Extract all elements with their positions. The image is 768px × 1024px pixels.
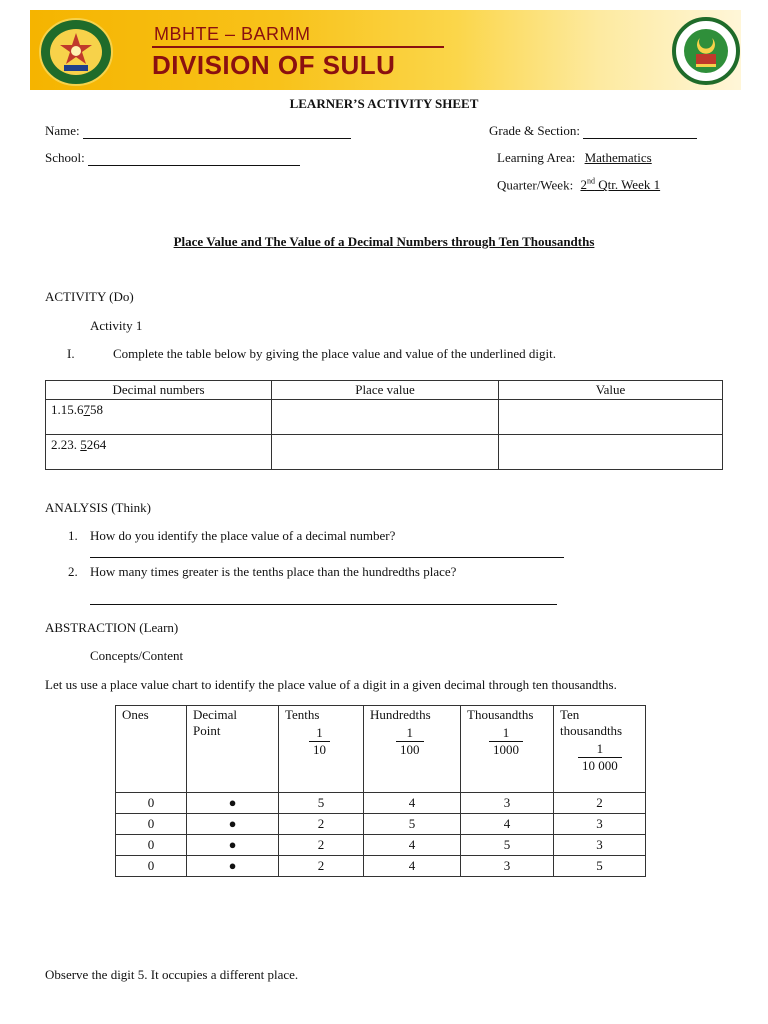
table-row bbox=[46, 435, 723, 470]
table-row bbox=[116, 814, 646, 835]
quarter-label: Quarter/Week: bbox=[497, 177, 574, 193]
cell: 5 bbox=[554, 856, 646, 877]
grade-label: Grade & Section: bbox=[489, 123, 580, 138]
ministry-seal-logo bbox=[36, 17, 116, 87]
place-value-chart bbox=[115, 705, 646, 877]
activity-roman: I. bbox=[67, 346, 75, 361]
activity-sub: Activity 1 bbox=[90, 318, 143, 333]
cell: 2 bbox=[279, 835, 364, 856]
value-answer[interactable] bbox=[499, 400, 723, 435]
header-ten-thousandths: Ten thousandths $\frac{1}{10 000}$ bbox=[554, 706, 646, 793]
cell: ● bbox=[187, 793, 279, 814]
q2-number: 2. bbox=[68, 564, 78, 579]
analysis-heading: ANALYSIS (Think) bbox=[45, 500, 151, 515]
learning-area-value: Mathematics bbox=[584, 150, 652, 165]
table-row bbox=[116, 835, 646, 856]
school-blank[interactable] bbox=[88, 165, 300, 166]
table-row bbox=[116, 856, 646, 877]
cell: 4 bbox=[364, 856, 461, 877]
header-value: Value bbox=[499, 381, 723, 400]
header-place-value: Place value bbox=[272, 381, 499, 400]
grade-field bbox=[489, 123, 697, 139]
division-seal-logo bbox=[670, 16, 742, 86]
cell: 3 bbox=[554, 835, 646, 856]
name-blank[interactable] bbox=[83, 138, 351, 139]
header-thousandths: Thousandths $\frac{1}{1000}$ bbox=[461, 706, 554, 793]
cell: 2 bbox=[279, 814, 364, 835]
learning-area-field bbox=[497, 150, 658, 166]
abstraction-heading: ABSTRACTION (Learn) bbox=[45, 620, 179, 635]
header-decimal: Decimal numbers bbox=[46, 381, 272, 400]
grade-blank[interactable] bbox=[583, 138, 697, 139]
decimal-cell: 1.15.6758 bbox=[46, 400, 272, 435]
cell: 0 bbox=[116, 814, 187, 835]
place-value-answer[interactable] bbox=[272, 435, 499, 470]
lesson-title: Place Value and The Value of a Decimal Numbers through Ten Thousandths bbox=[173, 234, 595, 249]
activity-table-header bbox=[46, 381, 723, 400]
quarter-value: 2nd Qtr. Week 1 bbox=[580, 177, 661, 193]
name-field bbox=[45, 123, 351, 139]
cell: 4 bbox=[461, 814, 554, 835]
cell: 2 bbox=[279, 856, 364, 877]
cell: 5 bbox=[364, 814, 461, 835]
header-decimal-point: Decimal Point bbox=[187, 706, 279, 793]
place-value-answer[interactable] bbox=[272, 400, 499, 435]
q1-number: 1. bbox=[68, 528, 78, 543]
cell: 4 bbox=[364, 793, 461, 814]
activity-table bbox=[45, 380, 723, 470]
quarter-field bbox=[497, 177, 660, 193]
division-name: DIVISION OF SULU bbox=[152, 50, 396, 80]
header-banner bbox=[30, 10, 741, 90]
cell: 4 bbox=[364, 835, 461, 856]
chart-header-row bbox=[116, 706, 646, 793]
cell: 5 bbox=[461, 835, 554, 856]
abstraction-intro: Let us use a place value chart to identify the place value of a digit in a given decimal through ten thousandths. bbox=[45, 677, 617, 692]
header-hundredths: Hundredths $\frac{1}{100}$ bbox=[364, 706, 461, 793]
cell: 0 bbox=[116, 793, 187, 814]
org-name: MBHTE – BARMM bbox=[154, 24, 311, 44]
decimal-cell: 2.23. 5264 bbox=[46, 435, 272, 470]
abstraction-sub: Concepts/Content bbox=[90, 648, 184, 663]
name-label: Name: bbox=[45, 123, 80, 138]
cell: 3 bbox=[461, 793, 554, 814]
cell: 3 bbox=[461, 856, 554, 877]
q2-text: How many times greater is the tenths place than the hundredths place? bbox=[90, 564, 457, 579]
banner-divider bbox=[152, 46, 444, 48]
school-label: School: bbox=[45, 150, 85, 165]
cell: ● bbox=[187, 856, 279, 877]
cell: 0 bbox=[116, 835, 187, 856]
sheet-title: LEARNER’S ACTIVITY SHEET bbox=[289, 96, 479, 111]
cell: 3 bbox=[554, 814, 646, 835]
q2-answer-line[interactable] bbox=[90, 592, 557, 605]
cell: 5 bbox=[279, 793, 364, 814]
cell: ● bbox=[187, 814, 279, 835]
activity-instruction: Complete the table below by giving the place value and value of the underlined digit. bbox=[113, 346, 556, 361]
table-row bbox=[46, 400, 723, 435]
q1-text: How do you identify the place value of a decimal number? bbox=[90, 528, 396, 543]
cell: 2 bbox=[554, 793, 646, 814]
school-field bbox=[45, 150, 300, 166]
q1-answer-line[interactable] bbox=[90, 545, 564, 558]
header-tenths: Tenths $\frac{1}{10}$ bbox=[279, 706, 364, 793]
activity-heading: ACTIVITY (Do) bbox=[45, 289, 134, 304]
table-row bbox=[116, 793, 646, 814]
footer-text: Observe the digit 5. It occupies a different place. bbox=[45, 967, 299, 982]
cell: 0 bbox=[116, 856, 187, 877]
header-ones: Ones bbox=[116, 706, 187, 793]
learning-area-label: Learning Area: bbox=[497, 150, 576, 165]
value-answer[interactable] bbox=[499, 435, 723, 470]
cell: ● bbox=[187, 835, 279, 856]
